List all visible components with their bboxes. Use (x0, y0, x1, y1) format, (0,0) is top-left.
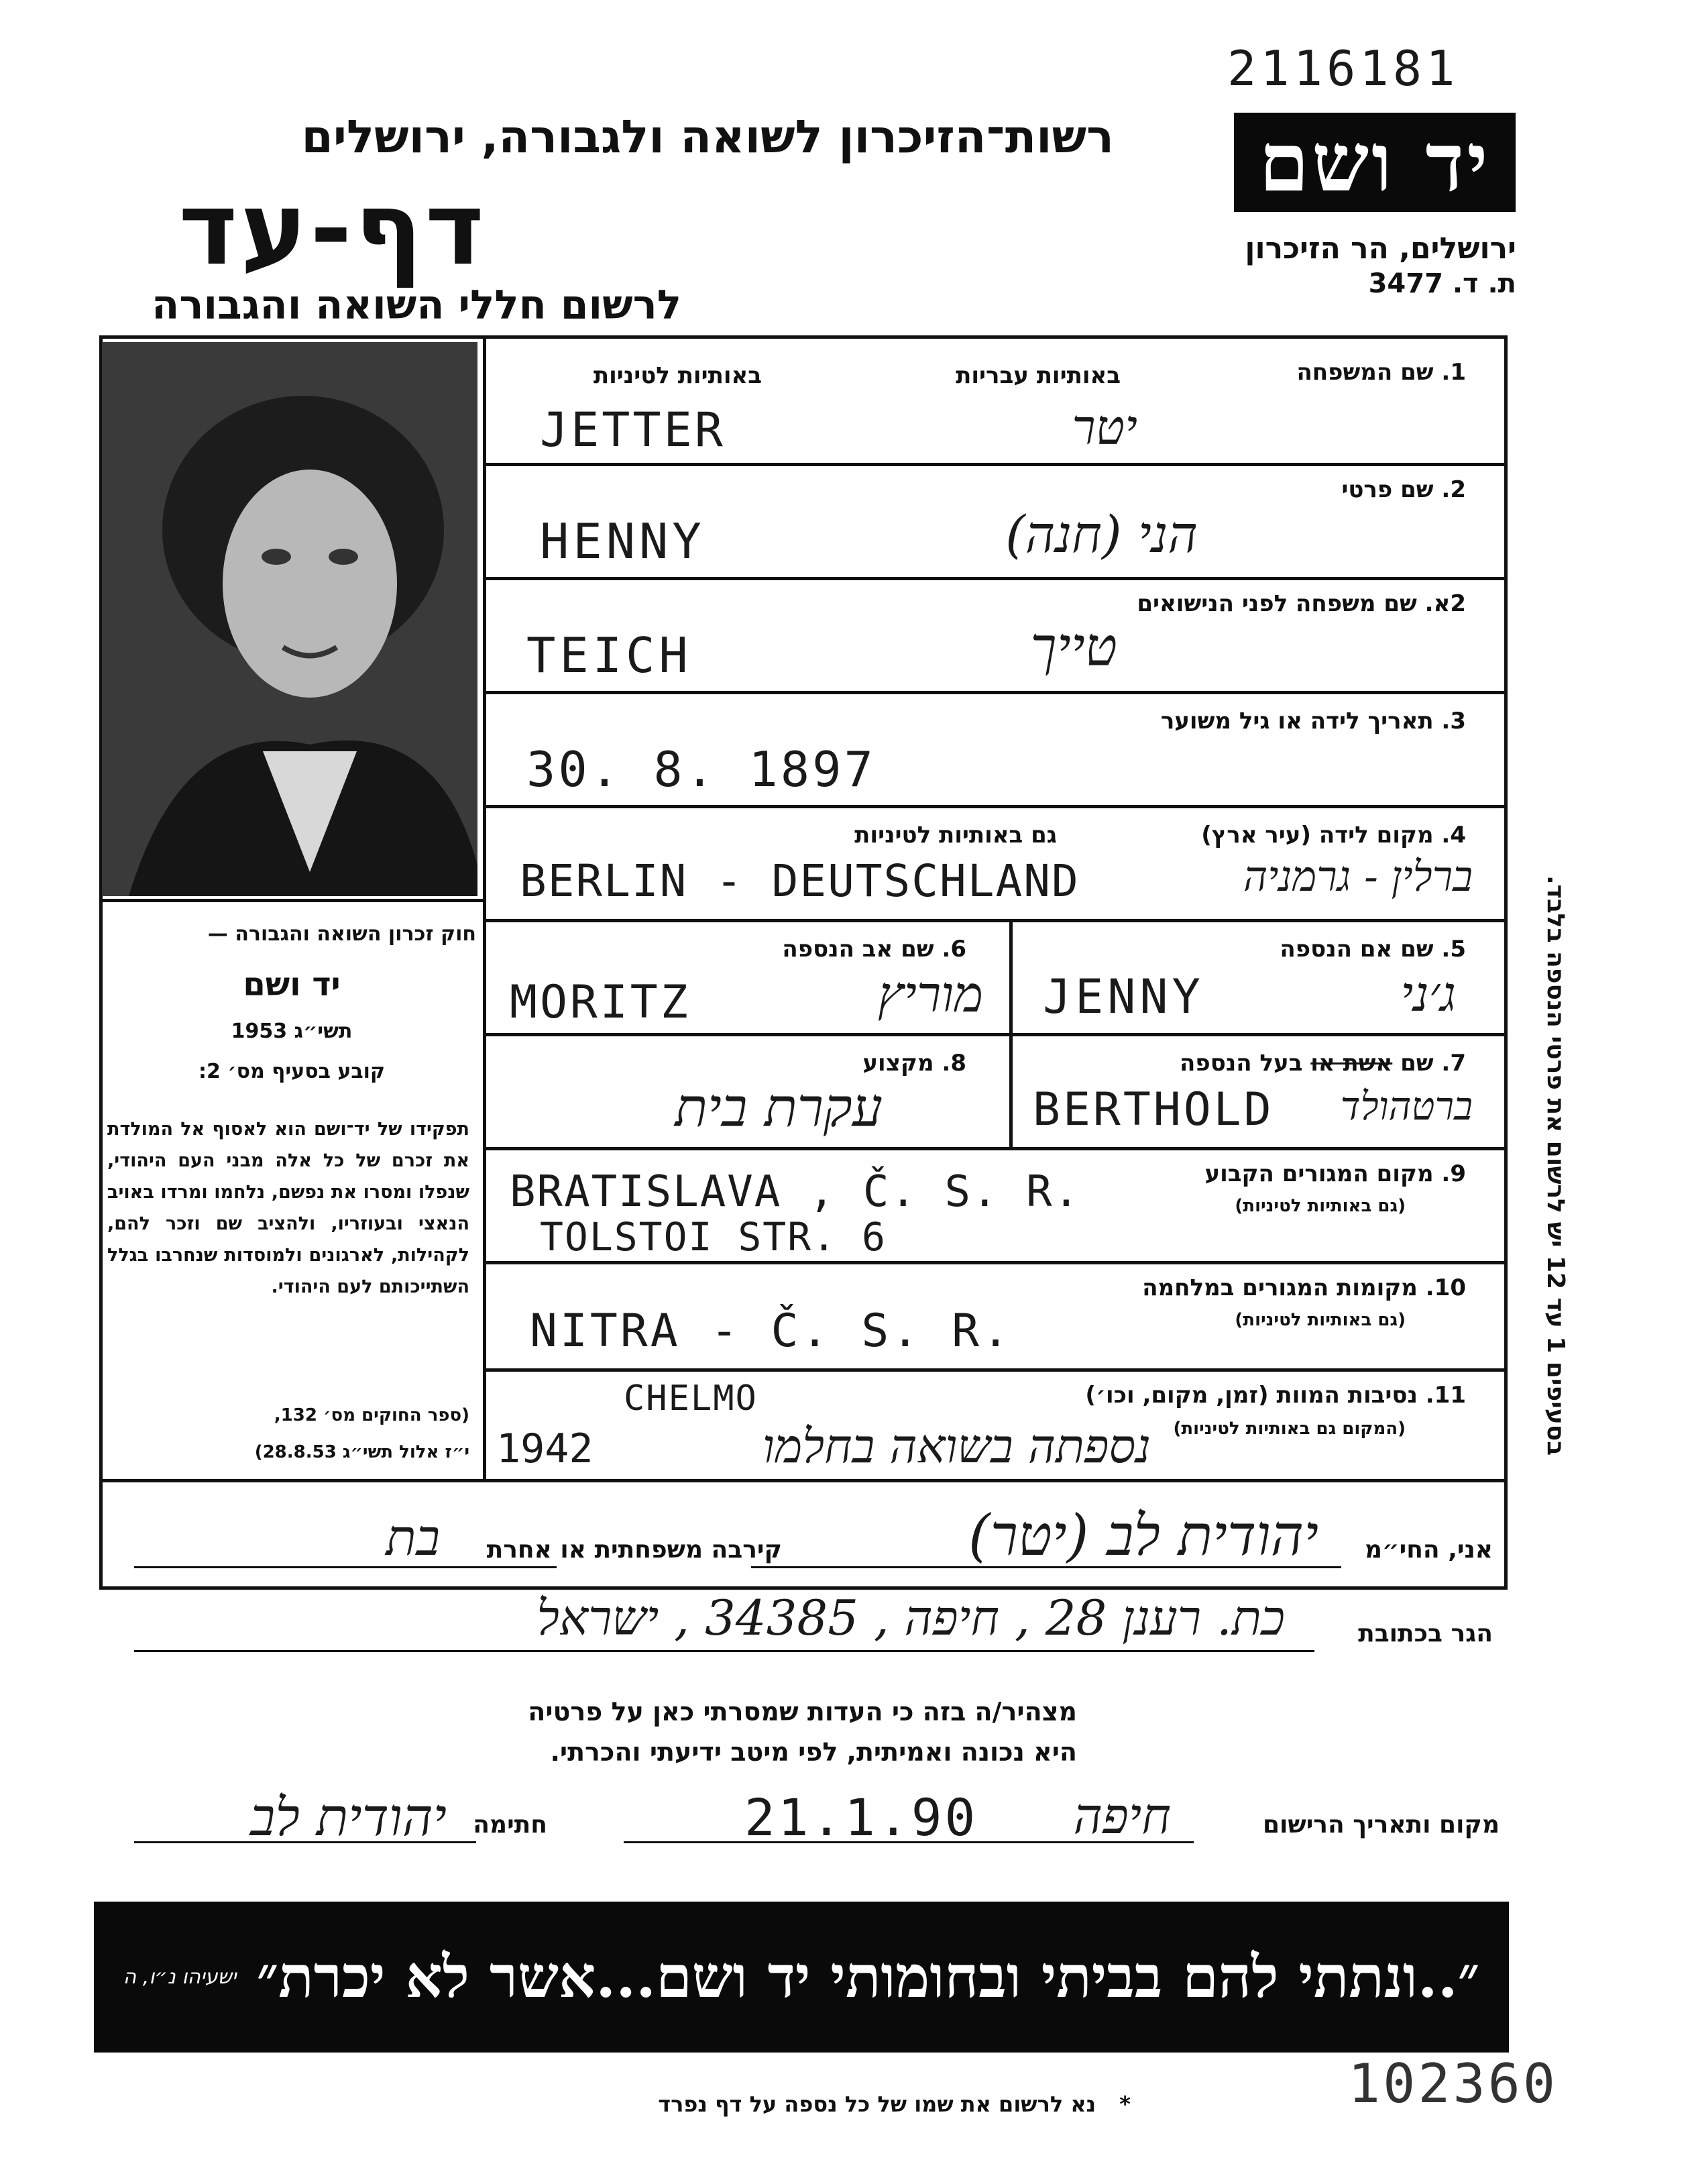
field-6-number: 6. (942, 936, 966, 963)
field-2-number: 2. (1441, 476, 1466, 503)
law-clause: קובע בסעיף מס׳ 2: (198, 1060, 386, 1083)
law-heading: חוק זכרון השואה והגבורה — (207, 922, 476, 946)
field-1-hebrew-value: יטר (1072, 399, 1137, 455)
field-11-sublabel: (המקום גם באותיות לטיניות) (1173, 1419, 1406, 1439)
relation-value: בת (386, 1509, 440, 1567)
field-9-sublabel: (גם באותיות לטיניות) (1235, 1196, 1406, 1216)
field-8-label (862, 1050, 966, 1077)
field-7-latin-value: BERTHOLD (1033, 1083, 1274, 1136)
field-7-text-pre: שם (1400, 1050, 1434, 1077)
statement-line-1: מצהיר/ה בזה כי העדות שמסרתי כאן על פרטיה (528, 1697, 1077, 1727)
address-label: הגר בכתובת (1358, 1620, 1493, 1647)
field-2-latin-value: HENNY (540, 513, 705, 569)
footnote (658, 2091, 1131, 2117)
logo-text: יד ושם (1259, 115, 1491, 210)
field-1-text: שם המשפחה (1296, 359, 1434, 386)
field-2a-latin-value: TEICH (526, 627, 692, 684)
field-2-hebrew-value: הני (חנה) (1005, 504, 1198, 564)
address-line-2: ת. ד. 3477 (1368, 268, 1516, 299)
field-7-text-post: בעל הנספה (1179, 1050, 1303, 1077)
law-name: יד ושם (243, 966, 341, 1003)
law-ref-1: (ספר החוקים מס׳ 132, (274, 1405, 469, 1425)
field-6-hebrew-value: מוריץ (877, 966, 983, 1024)
registration-place: חיפה (1073, 1788, 1171, 1845)
field-6-latin-value: MORITZ (510, 976, 691, 1029)
field-10-value: NITRA - Č. S. R. (530, 1305, 1013, 1358)
field-11-year: 1942 (496, 1425, 594, 1472)
field-5-latin-value: JENNY (1043, 969, 1204, 1024)
field-2-label (1341, 476, 1466, 503)
field-4-latin-col: גם באותיות לטיניות (854, 822, 1057, 849)
address-value: כת. רענן 28 , חיפה , 34385 , ישראל (537, 1590, 1285, 1646)
field-3-label (1161, 708, 1466, 734)
field-4-text: מקום לידה (עיר ארץ) (1201, 822, 1434, 849)
field-11-hebrew-value: נספתה בשואה בחלמו (762, 1419, 1151, 1474)
place-date-label: מקום ותאריך הרישום (1262, 1811, 1500, 1839)
signature-label: חתימה (473, 1811, 547, 1839)
footer-verse-ref: ישעיהו נ״ו, ה (123, 1965, 237, 1989)
field-6-text: שם אב הנספה (782, 936, 934, 963)
field-4-number: 4. (1441, 822, 1466, 849)
field-5-number: 5. (1441, 936, 1466, 963)
field-1-label (1296, 359, 1466, 386)
field-2a-text: שם משפחה לפני הנישואים (1137, 590, 1417, 617)
field-1-latin-value: JETTER (540, 402, 726, 457)
footnote-asterisk: * (1119, 2091, 1131, 2117)
authority-title: רשות־הזיכרון לשואה ולגבורה, ירושלים (301, 111, 1114, 164)
field-3-value: 30. 8. 1897 (526, 741, 876, 798)
document-number-bottom: 102360 (1348, 2053, 1558, 2115)
field-1-number: 1. (1441, 359, 1466, 386)
field-4-latin-value: BERLIN - DEUTSCHLAND (520, 855, 1080, 907)
law-body: תפקידו של יד־ושם הוא לאסוף אל המולדת את זכרם של כל אלה מבני העם היהודי, שנפלו ומסרו את נפשם, נלחמו ומרדו באויב הנאצי ובעוזריו, ולהציב שם וזכר להם, לקהילות, לארגונים ולמוסדות שנחרבו בגלל השתייכותם לעם היהודי. (107, 1119, 469, 1297)
signature: יהודית לב (249, 1788, 447, 1848)
field-5-label (1280, 936, 1466, 963)
law-ref-2: י״ז אלול תשי״ג 28.8.53) (254, 1442, 469, 1462)
law-year: תשי״ג 1953 (231, 1020, 353, 1043)
field-2a-label (1137, 590, 1466, 617)
field-9-value-line2: TOLSTOI STR. 6 (540, 1214, 887, 1260)
field-11-number: 11. (1425, 1382, 1466, 1409)
field-7-label (1180, 1050, 1466, 1077)
field-11-place-latin: CHELMO (624, 1378, 758, 1419)
field-8-text: מקצוע (862, 1050, 934, 1077)
field-11-text: נסיבות המוות (זמן, מקום, וכו׳) (1085, 1382, 1418, 1409)
address-line-1: ירושלים, הר הזיכרון (1245, 231, 1516, 266)
field-5-text: שם אם הנספה (1280, 936, 1434, 963)
footer-verse: ״..ונתתי להם בביתי ובחומותי יד ושם...אשר לא יכרת״ (256, 1943, 1480, 2011)
field-4-label (1201, 822, 1466, 849)
field-9-text: מקום המגורים הקבוע (1204, 1160, 1434, 1187)
field-3-number: 3. (1441, 708, 1466, 734)
field-2-text: שם פרטי (1341, 476, 1434, 503)
side-note: בסעיפים 1 עד 12 יש לרשום את פרטי הנספה בלבד. (1542, 875, 1569, 1456)
field-5-hebrew-value: ג׳ני (1400, 966, 1456, 1022)
field-6-label (782, 936, 966, 963)
field-7-hebrew-value: ברטהולד (1340, 1083, 1473, 1129)
declarant-prefix: אני, החי״מ (1364, 1536, 1493, 1564)
field-9-value-line1: BRATISLAVA , Č. S. R. (510, 1167, 1081, 1217)
field-11-label (1085, 1382, 1466, 1409)
field-7-struck-text: אשת או (1310, 1050, 1393, 1077)
field-8-hebrew-value: עקרת בית (675, 1077, 883, 1139)
statement-line-2: היא נכונה ואמיתית, לפי מיטב ידיעתי והכרתי. (550, 1737, 1077, 1767)
footer-verse-band (94, 1902, 1509, 2053)
field-1-latin-col: באותיות לטיניות (593, 362, 762, 389)
field-8-number: 8. (942, 1050, 966, 1077)
field-7-number: 7. (1441, 1050, 1466, 1077)
field-10-text: מקומות המגורים במלחמה (1142, 1274, 1418, 1301)
declarant-name: יהודית לב (יטר) (968, 1503, 1318, 1568)
relation-label: קירבה משפחתית או אחרת (486, 1536, 782, 1564)
page-subtitle: לרשום חללי השואה והגבורה (152, 282, 681, 329)
yad-vashem-logo (1234, 113, 1516, 212)
field-10-number: 10. (1425, 1274, 1466, 1301)
field-9-number: 9. (1441, 1160, 1466, 1187)
field-1-hebrew-col: באותיות עבריות (956, 362, 1121, 389)
footnote-text: נא לרשום את שמו של כל נספה על דף נפרד (658, 2091, 1096, 2117)
registration-date: 21.1.90 (744, 1788, 978, 1847)
field-10-sublabel: (גם באותיות לטיניות) (1235, 1310, 1406, 1330)
field-2a-hebrew-value: טייך (1030, 616, 1117, 678)
field-10-label (1142, 1274, 1466, 1301)
field-2a-number: 2א. (1424, 590, 1466, 617)
document-number: 2116181 (1227, 40, 1459, 97)
field-3-text: תאריך לידה או גיל משוער (1160, 708, 1434, 734)
victim-photo (102, 342, 477, 896)
field-9-label (1204, 1160, 1466, 1187)
page-title: דף-עד (178, 171, 487, 288)
field-4-hebrew-value: ברלין - גרמניה (1243, 852, 1473, 901)
